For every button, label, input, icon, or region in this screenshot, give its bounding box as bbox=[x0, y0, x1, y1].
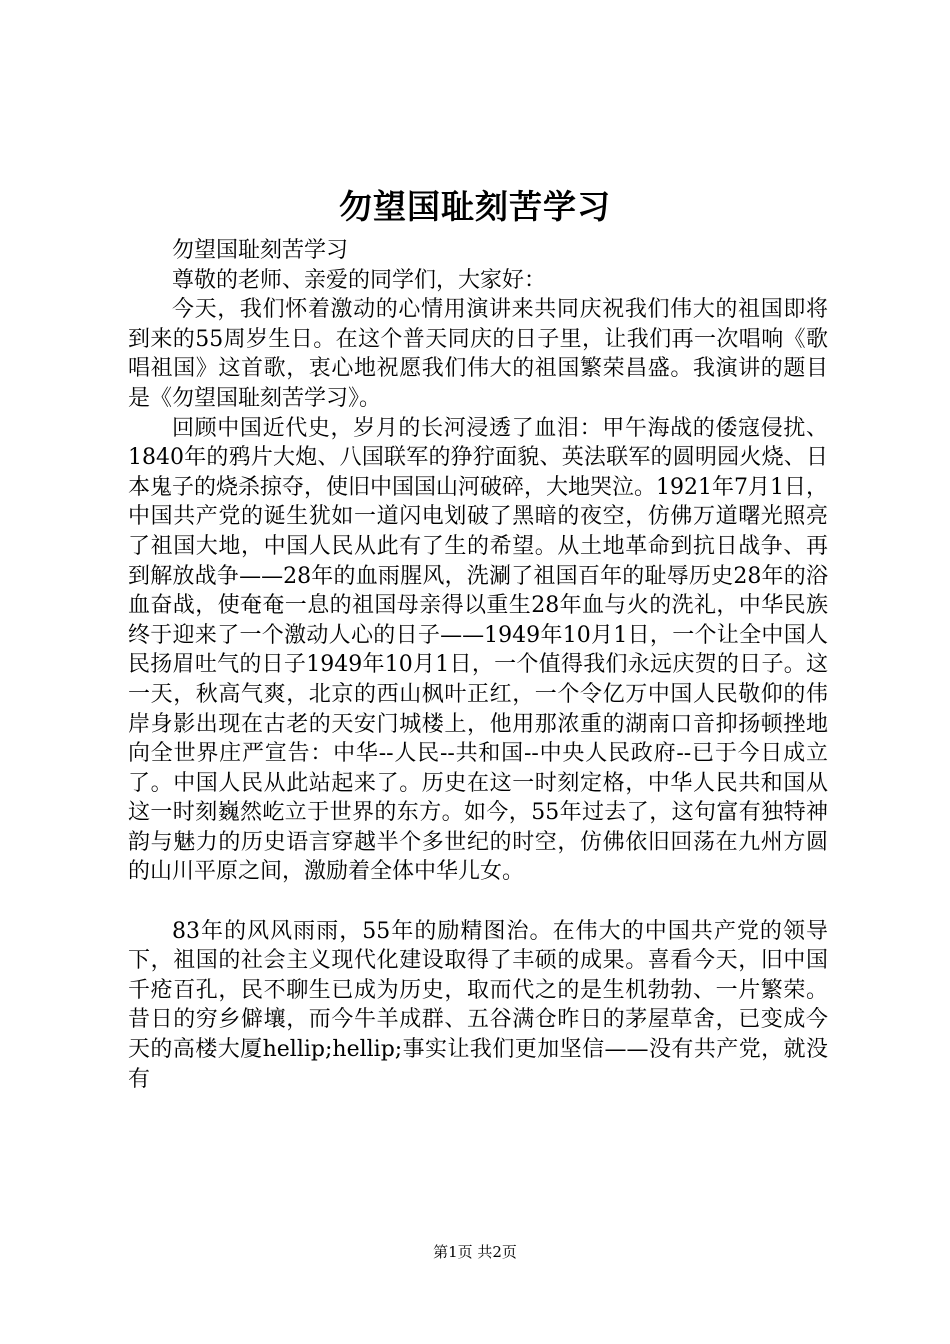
document-title: 勿望国耻刻苦学习 bbox=[339, 187, 611, 226]
paragraph-heading: 勿望国耻刻苦学习 bbox=[172, 238, 349, 263]
paragraph-greeting: 尊敬的老师、亲爱的同学们，大家好： bbox=[172, 267, 547, 293]
page-footer bbox=[0, 1242, 950, 1262]
paragraph-achievements: 83年的风风雨雨，55年的励精图治。在伟大的中国共产党的领导下，祖国的社会主义现代化建设取得了丰硕的成果。喜看今天，旧中国千疮百孔，民不聊生已成为历史，取而代之的是生机勃勃、一片繁荣。昔日的穷乡僻壤，而今牛羊成群、五谷满仓昨日的茅屋草舍，已变成今天的高楼大厦hellip;hellip;事实让我们更加坚信——没有共产党，就没有 bbox=[128, 918, 828, 1092]
document-body bbox=[128, 236, 828, 1094]
paragraph-history: 回顾中国近代史，岁月的长河浸透了血泪：甲午海战的倭寇侵扰、1840年的鸦片大炮、八国联军的狰狞面貌、英法联军的圆明园火烧、日本鬼子的烧杀掠夺，使旧中国国山河破碎，大地哭泣。1921年7月1日，中国共产党的诞生犹如一道闪电划破了黑暗的夜空，仿佛万道曙光照亮了祖国大地，中国人民从此有了生的希望。从土地革命到抗日战争、再到解放战争——28年的血雨腥风，洗涮了祖国百年的耻辱历史28年的浴血奋战，使奄奄一息的祖国母亲得以重生28年血与火的洗礼，中华民族终于迎来了一个激动人心的日子——1949年10月1日，一个让全中国人民扬眉吐气的日子1949年10月1日，一个值得我们永远庆贺的日子。这一天，秋高气爽，北京的西山枫叶正红，一个令亿万中国人民敬仰的伟岸身影出现在古老的天安门城楼上，他用那浓重的湖南口音抑扬顿挫地向全世界庄严宣告：中华--人民--共和国--中央人民政府--已于今日成立了。中国人民从此站起来了。历史在这一时刻定格，中华人民共和国从这一时刻巍然屹立于世界的东方。如今，55年过去了，这句富有独特神韵与魅力的历史语言穿越半个多世纪的时空，仿佛依旧回荡在九州方圆的山川平原之间，激励着全体中华儿女。 bbox=[128, 415, 828, 885]
page-indicator: 第1页 共2页 bbox=[433, 1243, 517, 1261]
paragraph-intro: 今天，我们怀着激动的心情用演讲来共同庆祝我们伟大的祖国即将到来的55周岁生日。在这个普天同庆的日子里，让我们再一次唱响《歌唱祖国》这首歌，衷心地祝愿我们伟大的祖国繁荣昌盛。我演讲的题目是《勿望国耻刻苦学习》。 bbox=[128, 297, 828, 411]
